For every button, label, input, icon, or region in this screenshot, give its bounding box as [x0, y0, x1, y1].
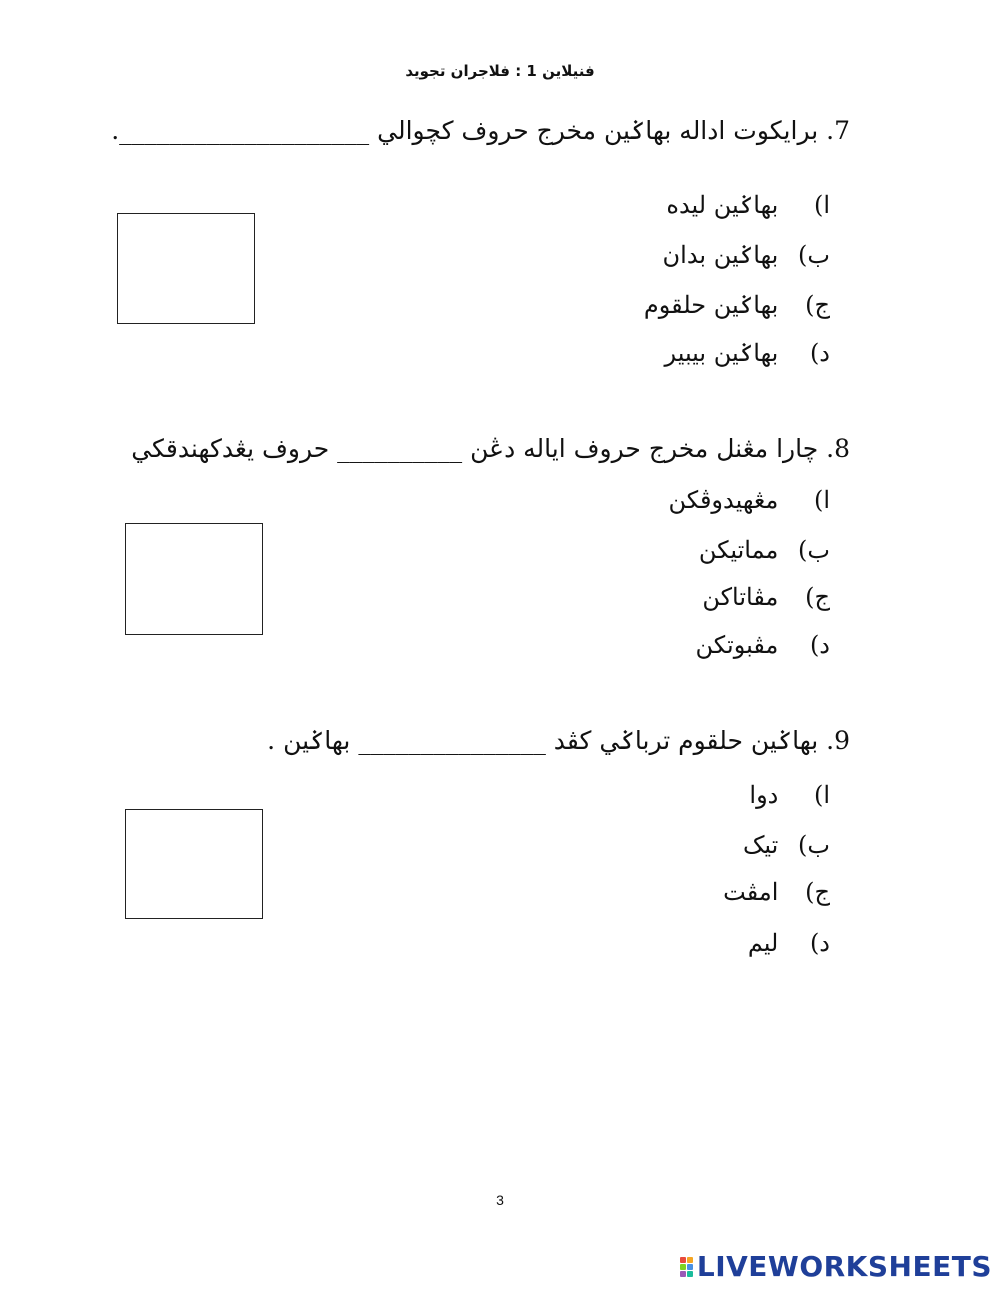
answer-box-q8[interactable] — [125, 523, 263, 635]
option-text: امڤت — [723, 878, 779, 906]
brand-name: LIVEWORKSHEETS — [696, 1250, 992, 1283]
option-text: بهاݢين بدان — [662, 241, 779, 269]
option-label: ج) — [805, 291, 830, 319]
option-text: بهاݢين حلقوم — [643, 291, 779, 319]
question-7-option-c — [644, 290, 830, 320]
question-8-option-a — [668, 485, 830, 515]
option-text: مڤبوتكن — [695, 631, 779, 659]
question-7-text: 7. برايكوت اداله بهاݢين مخرج حروف كچوالي ____________________. — [111, 116, 850, 145]
option-text: تيک — [742, 831, 779, 859]
option-text: مڠهيدوڤكن — [668, 486, 779, 514]
option-label: د) — [809, 631, 830, 659]
option-label: ا) — [813, 781, 830, 809]
option-label: د) — [809, 929, 830, 957]
option-label: ب) — [798, 831, 830, 859]
question-7-option-d — [664, 338, 830, 368]
option-text: بهاݢين ليده — [666, 191, 779, 219]
option-label: ج) — [805, 583, 830, 611]
question-9-option-c — [723, 877, 830, 907]
question-8-option-b — [699, 535, 830, 565]
question-8-option-c — [702, 582, 830, 612]
question-9-option-d — [748, 928, 830, 958]
option-label: ب) — [798, 241, 830, 269]
question-9-option-b — [743, 830, 830, 860]
option-text: دوا — [749, 781, 779, 809]
option-label: ا) — [813, 486, 830, 514]
page-number: 3 — [496, 1192, 504, 1208]
liveworksheets-logo-icon — [680, 1257, 693, 1277]
question-9-text: 9. بهاݢين حلقوم ترباݢي كڤد _______________ بهاݢين . — [267, 726, 850, 755]
option-text: مماتيكن — [698, 536, 779, 564]
question-8-text: 8. چارا مڠنل مخرج حروف اياله دڠن __________ حروف يڠدكهندقكي — [131, 434, 850, 463]
liveworksheets-brand — [680, 1250, 992, 1283]
answer-box-q9[interactable] — [125, 809, 263, 919]
question-8-option-d — [696, 630, 830, 660]
option-label: ج) — [805, 878, 830, 906]
option-text: مڤاتاكن — [702, 583, 779, 611]
page-title: فنيلاين 1 : فلاجران تجويد — [405, 62, 595, 80]
option-text: ليم — [747, 929, 779, 957]
option-label: ب) — [798, 536, 830, 564]
option-label: د) — [809, 339, 830, 367]
answer-box-q7[interactable] — [117, 213, 255, 324]
option-text: بهاݢين بيبير — [664, 339, 779, 367]
question-9-option-a — [749, 780, 830, 810]
question-7-option-a — [666, 190, 830, 220]
question-7-option-b — [663, 240, 830, 270]
option-label: ا) — [813, 191, 830, 219]
